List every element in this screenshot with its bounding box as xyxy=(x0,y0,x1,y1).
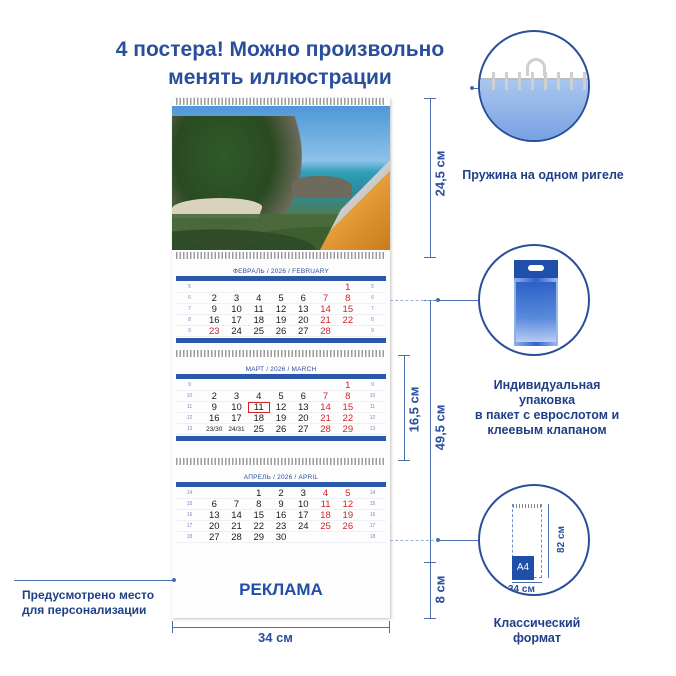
day-cell: 19 xyxy=(275,412,287,424)
day-cell: 11 xyxy=(248,402,270,413)
weekday-header-bar xyxy=(176,482,386,487)
day-cell: 13 xyxy=(298,401,309,413)
day-cell: 17 xyxy=(298,509,309,521)
day-cell: 13 xyxy=(298,303,309,315)
month-grid xyxy=(176,380,386,435)
day-cell: 6 xyxy=(300,390,306,402)
day-cell: 20 xyxy=(208,520,220,532)
day-cell: 25 xyxy=(253,325,265,337)
week-row xyxy=(176,510,386,521)
week-number: 5 xyxy=(188,284,191,290)
week-number: 7 xyxy=(188,306,191,312)
day-cell: 5 xyxy=(345,487,351,499)
packaging-detail-circle xyxy=(478,244,590,356)
advertising-label: РЕКЛАМА xyxy=(239,580,323,599)
week-number: 11 xyxy=(186,404,193,410)
day-cell: 24 xyxy=(231,325,242,337)
wall-calendar xyxy=(172,98,390,618)
day-cell: 2 xyxy=(278,487,284,499)
day-cell: 10 xyxy=(298,498,309,510)
day-cell: 12 xyxy=(342,498,354,510)
week-number: 15 xyxy=(186,501,193,507)
week-number: 13 xyxy=(186,426,193,432)
day-cell: 21 xyxy=(320,314,331,326)
day-cell: 2 xyxy=(211,390,217,402)
week-number-right: 14 xyxy=(369,490,376,496)
day-cell: 20 xyxy=(298,314,309,326)
block-spiral xyxy=(176,458,386,465)
day-cell: 4 xyxy=(256,390,262,402)
week-number-right: 15 xyxy=(369,501,376,507)
day-cell: 22 xyxy=(342,412,354,424)
week-row xyxy=(176,413,386,424)
day-cell: 12 xyxy=(275,401,287,413)
day-cell: 2 xyxy=(211,292,217,304)
day-cell: 11 xyxy=(320,498,331,510)
day-cell: 27 xyxy=(208,531,220,543)
day-cell: 22 xyxy=(342,314,354,326)
day-cell: 19 xyxy=(342,509,354,521)
week-row xyxy=(176,424,386,435)
day-cell: 27 xyxy=(298,423,309,435)
day-cell: 19 xyxy=(275,314,287,326)
week-row xyxy=(176,326,386,337)
block-bottom-bar xyxy=(176,436,386,441)
day-cell: 23 xyxy=(208,325,220,337)
dimension-label-width: 34 см xyxy=(258,630,293,645)
week-number-right: 13 xyxy=(369,426,376,432)
day-cell: 28 xyxy=(320,325,331,337)
day-cell: 7 xyxy=(322,292,329,304)
week-number: 10 xyxy=(186,393,193,399)
format-caption: Классический формат xyxy=(493,616,581,645)
dimension-label-poster: 24,5 см xyxy=(432,150,448,197)
a4-badge: A4 xyxy=(512,556,534,580)
month-block-april xyxy=(172,458,390,554)
day-cell: 22 xyxy=(253,520,265,532)
day-cell: 8 xyxy=(345,292,351,304)
headline-line-1: 4 постера! Можно произвольно xyxy=(115,38,445,61)
week-number-right: 18 xyxy=(369,534,376,540)
headline-line-2: менять иллюстрации xyxy=(168,66,392,89)
day-cell: 10 xyxy=(231,303,242,315)
month-block-march xyxy=(172,350,390,446)
day-cell: 17 xyxy=(231,314,242,326)
day-cell: 26 xyxy=(275,325,287,337)
day-cell: 24/31 xyxy=(228,425,245,433)
day-cell: 28 xyxy=(231,531,242,543)
day-cell: 20 xyxy=(298,412,309,424)
week-row xyxy=(176,499,386,510)
day-cell: 23/30 xyxy=(206,425,223,433)
week-number: 17 xyxy=(186,523,193,529)
spring-detail-circle xyxy=(478,30,590,142)
week-number: 14 xyxy=(186,490,193,496)
week-row xyxy=(176,402,386,413)
weekday-header-bar xyxy=(176,374,386,379)
day-cell: 30 xyxy=(275,531,287,543)
day-cell: 7 xyxy=(233,498,240,510)
week-number: 9 xyxy=(188,382,191,388)
day-cell: 21 xyxy=(231,520,242,532)
day-cell: 16 xyxy=(208,412,220,424)
day-cell: 13 xyxy=(208,509,220,521)
week-row xyxy=(176,304,386,315)
dimension-line-poster xyxy=(430,98,431,258)
block-spiral xyxy=(176,350,386,357)
day-cell: 6 xyxy=(211,498,217,510)
week-number: 9 xyxy=(188,328,191,334)
day-cell: 5 xyxy=(278,292,284,304)
day-cell: 4 xyxy=(322,487,329,499)
week-number-right: 5 xyxy=(371,284,374,290)
day-cell: 11 xyxy=(253,303,264,315)
week-row xyxy=(176,391,386,402)
day-cell: 15 xyxy=(253,509,265,521)
dimension-line-width xyxy=(172,627,390,628)
month-grid xyxy=(176,488,386,543)
format-height-label: 82 см xyxy=(555,526,567,553)
month-block-february xyxy=(172,252,390,348)
week-row xyxy=(176,380,386,391)
week-number: 16 xyxy=(186,512,193,518)
week-number-right: 7 xyxy=(371,306,374,312)
month-title: МАРТ / 2026 / MARCH xyxy=(245,366,317,373)
day-cell: 9 xyxy=(211,401,217,413)
day-cell: 18 xyxy=(253,412,265,424)
day-cell: 27 xyxy=(298,325,309,337)
week-number-right: 6 xyxy=(371,295,374,301)
week-number: 6 xyxy=(188,295,191,301)
day-cell: 8 xyxy=(256,498,262,510)
week-row xyxy=(176,521,386,532)
dimension-line-block xyxy=(404,355,405,461)
day-cell: 29 xyxy=(253,531,265,543)
day-cell: 5 xyxy=(278,390,284,402)
day-cell: 24 xyxy=(298,520,309,532)
day-cell: 15 xyxy=(342,303,354,315)
month-title: АПРЕЛЬ / 2026 / APRIL xyxy=(243,474,319,481)
week-row xyxy=(176,282,386,293)
day-cell: 16 xyxy=(275,509,287,521)
week-number: 12 xyxy=(186,415,193,421)
week-row xyxy=(176,488,386,499)
poster-illustration xyxy=(172,106,390,250)
day-cell: 10 xyxy=(231,401,242,413)
day-cell: 9 xyxy=(278,498,284,510)
dimension-line-body xyxy=(430,300,431,562)
hanger-hook xyxy=(526,58,546,76)
headline xyxy=(80,36,480,92)
week-number-right: 9 xyxy=(371,328,374,334)
week-number-right: 17 xyxy=(369,523,376,529)
day-cell: 16 xyxy=(208,314,220,326)
dimension-label-ad: 8 см xyxy=(432,575,448,604)
day-cell: 25 xyxy=(320,520,331,532)
week-number: 18 xyxy=(186,534,193,540)
day-cell: 1 xyxy=(345,281,351,293)
block-bottom-bar xyxy=(176,338,386,343)
week-number: 8 xyxy=(188,317,191,323)
month-grid xyxy=(176,282,386,337)
dimension-label-body: 49,5 см xyxy=(432,404,448,451)
week-number-right: 10 xyxy=(369,393,376,399)
format-detail-circle xyxy=(478,484,590,596)
dimension-line-ad xyxy=(430,562,431,618)
day-cell: 14 xyxy=(231,509,242,521)
day-cell: 14 xyxy=(320,401,331,413)
day-cell: 1 xyxy=(256,487,262,499)
week-row xyxy=(176,532,386,543)
week-number-right: 8 xyxy=(371,317,374,323)
day-cell: 23 xyxy=(275,520,287,532)
day-cell: 18 xyxy=(253,314,265,326)
day-cell: 3 xyxy=(233,390,240,402)
weekday-header-bar xyxy=(176,276,386,281)
day-cell: 25 xyxy=(253,423,265,435)
week-number-right: 12 xyxy=(369,415,376,421)
packaging-caption: Индивидуальная упаковка в пакет с еврослотом и клеевым клапаном xyxy=(474,378,620,437)
day-cell: 3 xyxy=(233,292,240,304)
week-number-right: 16 xyxy=(369,512,376,518)
advertising-area xyxy=(172,558,390,618)
spring-caption: Пружина на одном ригеле xyxy=(462,168,624,182)
poster-page-curl xyxy=(320,160,390,250)
format-width-label: 34 см xyxy=(508,584,535,595)
day-cell: 4 xyxy=(256,292,262,304)
day-cell: 14 xyxy=(320,303,331,315)
day-cell: 17 xyxy=(231,412,242,424)
block-spiral xyxy=(176,252,386,259)
day-cell: 29 xyxy=(342,423,354,435)
day-cell: 21 xyxy=(320,412,331,424)
day-cell: 1 xyxy=(345,379,351,391)
day-cell: 28 xyxy=(320,423,331,435)
day-cell: 26 xyxy=(275,423,287,435)
day-cell: 12 xyxy=(275,303,287,315)
week-number-right: 9 xyxy=(371,382,374,388)
dimension-label-block: 16,5 см xyxy=(406,386,422,433)
week-row xyxy=(176,293,386,304)
top-spiral xyxy=(176,98,386,105)
day-cell: 6 xyxy=(300,292,306,304)
personalization-note: Предусмотрено место для персонализации xyxy=(22,588,155,617)
day-cell: 3 xyxy=(300,487,306,499)
day-cell: 18 xyxy=(320,509,331,521)
euro-slot xyxy=(528,265,544,271)
day-cell: 15 xyxy=(342,401,354,413)
day-cell: 26 xyxy=(342,520,354,532)
day-cell: 9 xyxy=(211,303,217,315)
day-cell: 7 xyxy=(322,390,329,402)
month-title: ФЕВРАЛЬ / 2026 / FEBRUARY xyxy=(232,268,330,275)
week-number-right: 11 xyxy=(369,404,376,410)
day-cell: 8 xyxy=(345,390,351,402)
week-row xyxy=(176,315,386,326)
